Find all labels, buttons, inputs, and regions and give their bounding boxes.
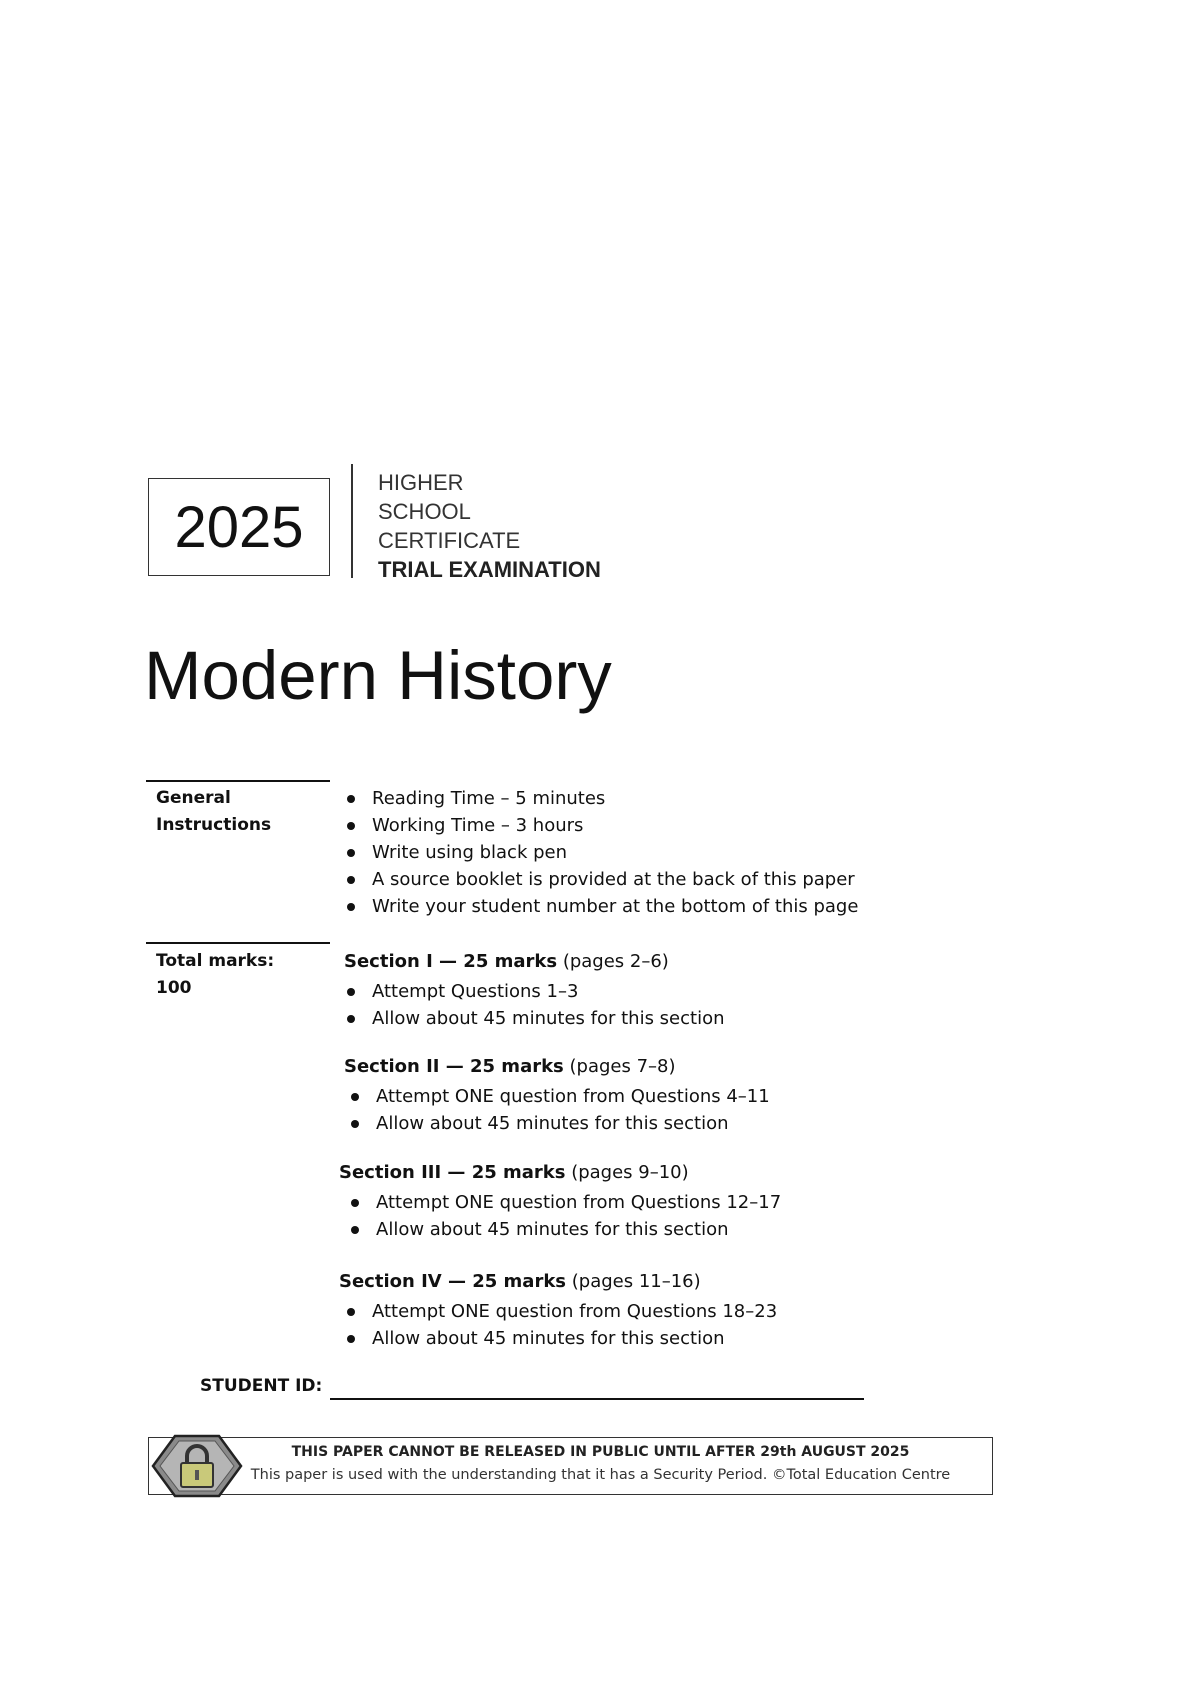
hsc-line-school: SCHOOL xyxy=(378,499,471,524)
section-heading xyxy=(339,1268,777,1295)
total-marks-text: Total marks: xyxy=(156,951,275,971)
section-title: Section II — 25 marks xyxy=(344,1056,564,1077)
section-title: Section I — 25 marks xyxy=(344,951,558,972)
section-item: Allow about 45 minutes for this section xyxy=(340,1325,777,1352)
instruction-item: A source booklet is provided at the back of this paper xyxy=(340,866,858,893)
hsc-line-certificate: CERTIFICATE xyxy=(378,528,521,553)
general-instructions-rule xyxy=(146,780,330,782)
security-notice xyxy=(148,1437,993,1495)
section-block-4 xyxy=(339,1268,777,1352)
hsc-title-block xyxy=(378,468,601,584)
section-item: Attempt ONE question from Questions 12–17 xyxy=(344,1189,781,1216)
section-block-2 xyxy=(344,1053,770,1137)
general-instructions-label-line2: Instructions xyxy=(156,815,272,835)
notice-security-text: This paper is used with the understanding that it has a Security Period. ©Total Education Centre xyxy=(250,1467,951,1483)
hsc-line-higher: HIGHER xyxy=(378,470,464,495)
section-block-3 xyxy=(339,1159,781,1243)
student-id-label: STUDENT ID: xyxy=(200,1376,323,1396)
instruction-item: Write using black pen xyxy=(340,839,858,866)
header-divider xyxy=(351,464,353,578)
notice-release-date: THIS PAPER CANNOT BE RELEASED IN PUBLIC UNTIL AFTER 29th AUGUST 2025 xyxy=(291,1444,910,1460)
instruction-item: Working Time – 3 hours xyxy=(340,812,858,839)
total-marks-rule xyxy=(146,942,330,944)
section-heading xyxy=(339,1159,781,1186)
section-item: Allow about 45 minutes for this section xyxy=(344,1110,770,1137)
total-marks-label xyxy=(156,948,274,1002)
instruction-item: Reading Time – 5 minutes xyxy=(340,785,858,812)
total-marks-value: 100 xyxy=(156,978,192,998)
general-instructions-label xyxy=(156,785,271,839)
section-block-1 xyxy=(344,948,725,1032)
section-title: Section IV — 25 marks xyxy=(339,1271,567,1292)
section-pages: (pages 9–10) xyxy=(571,1162,689,1183)
section-pages: (pages 7–8) xyxy=(569,1056,676,1077)
section-item: Allow about 45 minutes for this section xyxy=(344,1216,781,1243)
section-title: Section III — 25 marks xyxy=(339,1162,566,1183)
section-item: Attempt ONE question from Questions 4–11 xyxy=(344,1083,770,1110)
general-instructions-label-line1: General xyxy=(156,788,231,808)
section-heading xyxy=(344,1053,770,1080)
general-instructions-list xyxy=(340,785,858,920)
section-pages: (pages 2–6) xyxy=(562,951,669,972)
section-item: Attempt Questions 1–3 xyxy=(340,978,725,1005)
exam-year: 2025 xyxy=(174,494,304,560)
exam-type: TRIAL EXAMINATION xyxy=(378,557,601,582)
section-pages: (pages 11–16) xyxy=(571,1271,701,1292)
student-id-field[interactable] xyxy=(330,1398,864,1400)
subject-title: Modern History xyxy=(144,637,612,714)
year-box xyxy=(148,478,330,576)
section-item: Attempt ONE question from Questions 18–23 xyxy=(340,1298,777,1325)
section-item: Allow about 45 minutes for this section xyxy=(340,1005,725,1032)
instruction-item: Write your student number at the bottom of this page xyxy=(340,893,858,920)
section-heading xyxy=(344,948,725,975)
